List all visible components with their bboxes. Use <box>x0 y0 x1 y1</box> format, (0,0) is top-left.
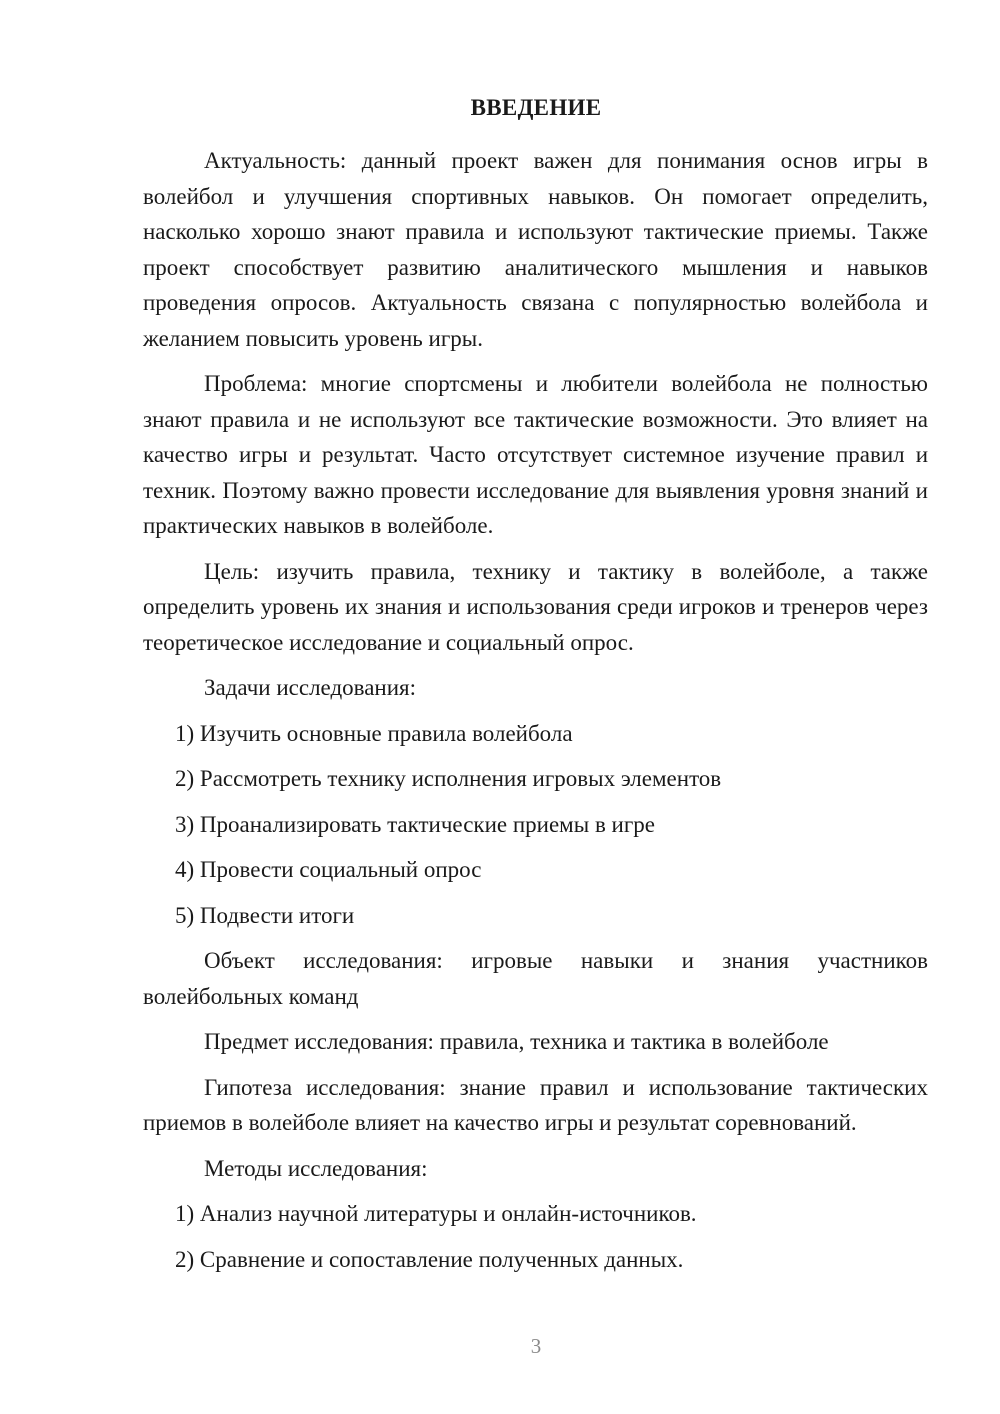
list-item-task-4: 4) Провести социальный опрос <box>175 857 482 882</box>
page-number: 3 <box>530 1334 542 1358</box>
paragraph-object: Объект исследования: игровые навыки и знания участников волейбольных команд <box>143 948 928 1009</box>
paragraph-subject: Предмет исследования: правила, техника и тактика в волейболе <box>204 1029 829 1054</box>
list-item-method-2: 2) Сравнение и сопоставление полученных данных. <box>175 1246 684 1272</box>
list-item-task-1: 1) Изучить основные правила волейбола <box>175 720 573 746</box>
list-item-task-3: 3) Проанализировать тактические приемы в игре <box>175 811 656 837</box>
paragraph-goal: Цель: изучить правила, технику и тактику в волейболе, а также определить уровень их знания и использования среди игроков и тренеров через теоретическое исследование и социальный опрос. <box>143 558 928 655</box>
document-body <box>143 143 928 1287</box>
tasks-heading: Задачи исследования: <box>204 675 417 700</box>
list-item-method-1: 1) Анализ научной литературы и онлайн-источников. <box>175 1201 697 1226</box>
methods-heading: Методы исследования: <box>204 1155 428 1181</box>
paragraph-hypothesis: Гипотеза исследования: знание правил и использование тактических приемов в волейболе влияет на качество игры и результат соревнований. <box>143 1074 928 1135</box>
list-item-task-2: 2) Рассмотреть технику исполнения игровых элементов <box>175 766 722 791</box>
paragraph-problem: Проблема: многие спортсмены и любители волейбола не полностью знают правила и не используют все тактические возможности. Это влияет на качество игры и результат. Часто отсутствует системное изучение правил и техник. Поэтому важно провести исследование для выявления уровня знаний и практических навыков в волейболе. <box>143 371 928 538</box>
list-item-task-5: 5) Подвести итоги <box>175 902 355 928</box>
page-title: ВВЕДЕНИЕ <box>470 95 602 120</box>
paragraph-relevance: Актуальность: данный проект важен для понимания основ игры в волейбол и улучшения спортивных навыков. Он помогает определить, насколько хорошо знают правила и используют тактические приемы. Также проект способствует развитию аналитического мышления и навыков проведения опросов. Актуальность связана с популярностью волейбола и желанием повысить уровень игры. <box>143 148 928 351</box>
